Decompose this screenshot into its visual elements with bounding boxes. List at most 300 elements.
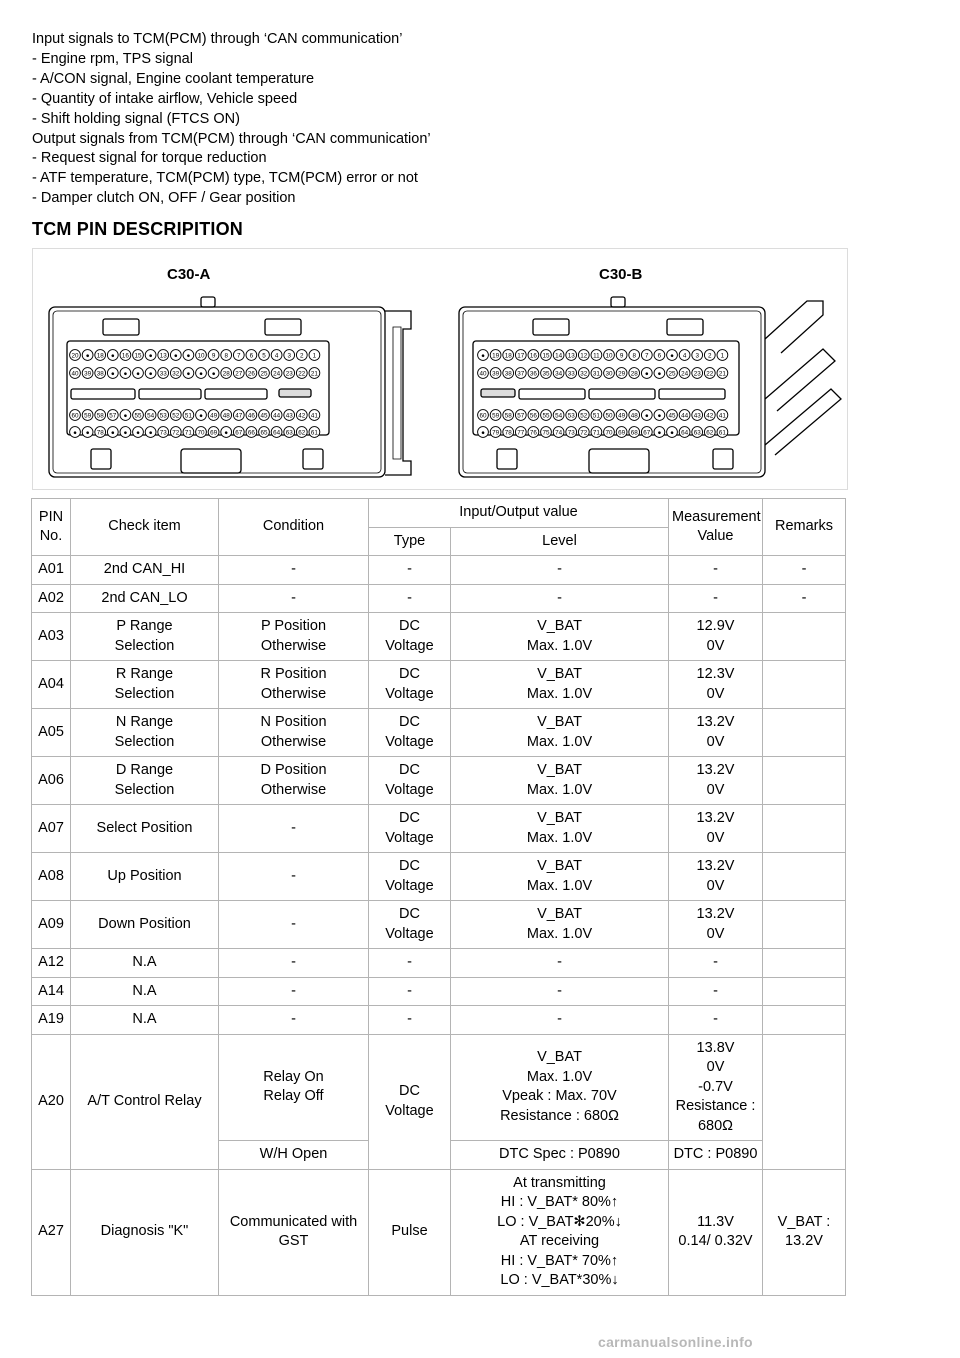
pin-number: 61	[718, 429, 726, 437]
pin-number: ●	[186, 370, 191, 378]
level-cell: V_BAT Max. 1.0V	[451, 853, 669, 901]
condition-cell: Relay On Relay Off	[219, 1034, 369, 1141]
measurement-cell: -	[669, 556, 763, 585]
pin-number: 39	[492, 370, 500, 378]
check-item-cell: N Range Selection	[71, 709, 219, 757]
connector-b-label: C30-B	[599, 266, 643, 283]
pin-number: ●	[123, 412, 128, 420]
measurement-cell: 13.2V 0V	[669, 901, 763, 949]
pin-number: ●	[657, 412, 662, 420]
intro-line: Output signals from TCM(PCM) through ‘CAN communication’	[32, 130, 431, 147]
pin-number: 5	[262, 352, 266, 360]
pin-number: ●	[186, 352, 191, 360]
pin-number: 62	[298, 429, 306, 437]
pin-number: 1	[312, 352, 317, 360]
pin-number: 63	[285, 429, 293, 437]
level-cell: V_BAT Max. 1.0V	[451, 901, 669, 949]
pin-number: 38	[504, 370, 512, 378]
pin-number: 56	[529, 412, 537, 420]
pin-number: 41	[310, 412, 318, 420]
level-cell: -	[451, 949, 669, 978]
pin-number: 77	[517, 429, 525, 437]
remarks-cell	[763, 853, 846, 901]
pin-number: 78	[96, 429, 104, 437]
pin-number: 15	[134, 352, 142, 360]
measurement-cell: DTC : P0890	[669, 1141, 763, 1170]
pin-number: 52	[172, 412, 180, 420]
check-item-cell: N.A	[71, 949, 219, 978]
pin-number: 54	[147, 412, 155, 420]
pin-number: ●	[173, 352, 178, 360]
pin-number: 67	[643, 429, 651, 437]
pin-number: 63	[693, 429, 701, 437]
pin-number: 54	[555, 412, 563, 420]
measurement-cell: -	[669, 1006, 763, 1035]
watermark: carmanualsonline.info	[598, 1334, 753, 1350]
pin-number: 46	[247, 412, 255, 420]
pin-number: 69	[210, 429, 218, 437]
condition-cell: -	[219, 853, 369, 901]
type-cell: -	[369, 1006, 451, 1035]
pin-number: 21	[718, 370, 726, 378]
pin-number: ●	[85, 352, 90, 360]
check-item-cell: Diagnosis "K"	[71, 1169, 219, 1295]
pin-number: 75	[542, 429, 550, 437]
level-cell: -	[451, 584, 669, 613]
pin-number: 10	[197, 352, 205, 360]
pin-number: 49	[618, 412, 626, 420]
pin-cell: A06	[32, 757, 71, 805]
pin-number: 58	[504, 412, 512, 420]
table-row	[32, 1169, 846, 1295]
pin-number: 71	[184, 429, 192, 437]
pin-number: 9	[211, 352, 216, 360]
pin-number: 51	[184, 412, 192, 420]
pin-number: ●	[148, 352, 153, 360]
type-cell: -	[369, 556, 451, 585]
pin-number: 35	[542, 370, 550, 378]
pin-number: 23	[693, 370, 701, 378]
condition-cell: -	[219, 949, 369, 978]
pin-number: 9	[619, 352, 624, 360]
pin-number: 50	[605, 412, 613, 420]
pin-number: 7	[645, 352, 649, 360]
pin-number: 8	[224, 352, 228, 360]
pin-number: 60	[71, 412, 79, 420]
pin-number: 55	[134, 412, 142, 420]
condition-cell: -	[219, 556, 369, 585]
pin-number: 32	[172, 370, 180, 378]
pin-number: 73	[567, 429, 575, 437]
pin-number: 11	[593, 352, 600, 360]
connector-a-label: C30-A	[167, 266, 211, 283]
header-check-item: Check item	[71, 499, 219, 556]
section-title: TCM PIN DESCRIPITION	[32, 219, 244, 239]
table-row	[32, 1034, 846, 1141]
table-header-row	[32, 499, 846, 528]
pin-number: ●	[136, 429, 140, 437]
intro-line: - Request signal for torque reduction	[32, 150, 267, 167]
table-row	[32, 1006, 846, 1035]
type-cell: -	[369, 584, 451, 613]
table-row	[32, 805, 846, 853]
pin-number: 29	[618, 370, 626, 378]
pin-number: 24	[273, 370, 281, 378]
pin-number: 19	[492, 352, 500, 360]
condition-cell: -	[219, 805, 369, 853]
pin-number: ●	[657, 429, 662, 437]
pin-number: 4	[274, 352, 279, 360]
intro-line: - Shift holding signal (FTCS ON)	[32, 110, 240, 127]
remarks-cell	[763, 949, 846, 978]
header-measurement: Measurement Value	[669, 499, 763, 556]
pin-number: ●	[670, 352, 674, 360]
measurement-cell: 12.3V 0V	[669, 661, 763, 709]
pin-number: 48	[222, 412, 230, 420]
connector-diagram	[32, 248, 848, 490]
pin-number: 74	[555, 429, 563, 437]
pin-number: 70	[197, 429, 205, 437]
pin-number: 48	[630, 412, 638, 420]
level-cell: -	[451, 556, 669, 585]
pin-number: 79	[492, 429, 500, 437]
level-cell: V_BAT Max. 1.0V	[451, 709, 669, 757]
remarks-cell	[763, 901, 846, 949]
pin-number: 43	[693, 412, 701, 420]
pin-number: ●	[110, 370, 115, 378]
type-cell: DC Voltage	[369, 805, 451, 853]
header-condition: Condition	[219, 499, 369, 556]
pin-number: 73	[159, 429, 167, 437]
remarks-cell	[763, 805, 846, 853]
pin-number: 41	[718, 412, 726, 420]
pin-cell: A07	[32, 805, 71, 853]
intro-line: - Damper clutch ON, OFF / Gear position	[32, 190, 296, 207]
pin-number: 31	[592, 370, 600, 378]
measurement-cell: 13.2V 0V	[669, 805, 763, 853]
pin-number: 26	[247, 370, 255, 378]
pin-number: 2	[708, 352, 712, 360]
pin-number: 38	[96, 370, 104, 378]
measurement-cell: 12.9V 0V	[669, 613, 763, 661]
type-cell: DC Voltage	[369, 1034, 451, 1169]
pin-cell: A27	[32, 1169, 71, 1295]
pin-number: 40	[479, 370, 487, 378]
pin-number: 15	[542, 352, 550, 360]
header-level: Level	[451, 527, 669, 556]
pin-number: 16	[121, 352, 129, 360]
measurement-cell: 11.3V 0.14/ 0.32V	[669, 1169, 763, 1295]
pin-cell: A20	[32, 1034, 71, 1169]
pin-number: 64	[681, 429, 689, 437]
table-row	[32, 977, 846, 1006]
pin-number: 60	[479, 412, 487, 420]
table-row	[32, 757, 846, 805]
condition-cell: -	[219, 901, 369, 949]
pin-number: ●	[148, 370, 153, 378]
pin-number: 39	[84, 370, 92, 378]
pin-number: ●	[110, 352, 115, 360]
table-row	[32, 949, 846, 978]
check-item-cell: 2nd CAN_LO	[71, 584, 219, 613]
check-item-cell: R Range Selection	[71, 661, 219, 709]
pin-number: 78	[504, 429, 512, 437]
level-cell: -	[451, 977, 669, 1006]
condition-cell: R Position Otherwise	[219, 661, 369, 709]
pin-number: 45	[668, 412, 676, 420]
type-cell: Pulse	[369, 1169, 451, 1295]
remarks-cell	[763, 709, 846, 757]
type-cell: -	[369, 949, 451, 978]
pin-number: 16	[529, 352, 537, 360]
pin-number: ●	[136, 370, 140, 378]
pin-number: 37	[517, 370, 525, 378]
pin-number: ●	[123, 429, 128, 437]
pin-number: ●	[670, 429, 674, 437]
check-item-cell: Select Position	[71, 805, 219, 853]
type-cell: DC Voltage	[369, 661, 451, 709]
pin-number: ●	[199, 370, 203, 378]
pin-number: 22	[298, 370, 306, 378]
pin-number: 30	[605, 370, 613, 378]
pin-number: 55	[542, 412, 550, 420]
measurement-cell: 13.2V 0V	[669, 757, 763, 805]
pin-number: 7	[237, 352, 241, 360]
pin-number: ●	[123, 370, 128, 378]
type-cell: DC Voltage	[369, 613, 451, 661]
pin-number: 14	[555, 352, 563, 360]
pin-number: ●	[644, 370, 649, 378]
measurement-cell: -	[669, 584, 763, 613]
measurement-cell: 13.2V 0V	[669, 709, 763, 757]
header-pin-no: PIN No.	[32, 499, 71, 556]
pin-number: 62	[706, 429, 714, 437]
pin-cell: A12	[32, 949, 71, 978]
pin-number: 66	[247, 429, 255, 437]
level-cell: V_BAT Max. 1.0V	[451, 805, 669, 853]
type-cell: DC Voltage	[369, 709, 451, 757]
intro-text	[32, 30, 932, 209]
pin-number: 57	[517, 412, 525, 420]
pin-cell: A04	[32, 661, 71, 709]
level-cell: V_BAT Max. 1.0V	[451, 661, 669, 709]
pin-number: 6	[657, 352, 662, 360]
intro-line: - Quantity of intake airflow, Vehicle speed	[32, 90, 298, 107]
pin-number: 10	[605, 352, 613, 360]
pin-number: 40	[71, 370, 79, 378]
pin-number: 68	[630, 429, 638, 437]
pin-number: 43	[285, 412, 293, 420]
remarks-cell	[763, 1034, 846, 1169]
table-row	[32, 613, 846, 661]
level-cell: V_BAT Max. 1.0V	[451, 757, 669, 805]
pin-number: 6	[249, 352, 254, 360]
pin-number: ●	[211, 370, 216, 378]
remarks-cell: -	[763, 584, 846, 613]
type-cell: DC Voltage	[369, 853, 451, 901]
pin-number: 28	[222, 370, 230, 378]
condition-cell: D Position Otherwise	[219, 757, 369, 805]
pin-number: ●	[73, 429, 77, 437]
pin-number: ●	[657, 370, 662, 378]
pin-number: ●	[199, 412, 203, 420]
pin-cell: A01	[32, 556, 71, 585]
pin-number: 33	[159, 370, 167, 378]
pin-number: ●	[644, 412, 649, 420]
condition-cell: Communicated with GST	[219, 1169, 369, 1295]
pin-number: 69	[618, 429, 626, 437]
intro-line: - Engine rpm, TPS signal	[32, 50, 193, 67]
pin-number: 72	[580, 429, 588, 437]
check-item-cell: N.A	[71, 977, 219, 1006]
condition-cell: -	[219, 584, 369, 613]
pin-number: ●	[148, 429, 153, 437]
connector-a	[49, 297, 411, 477]
type-cell: -	[369, 977, 451, 1006]
measurement-cell: -	[669, 977, 763, 1006]
measurement-cell: -	[669, 949, 763, 978]
pin-number: 76	[529, 429, 537, 437]
pin-number: 3	[287, 352, 291, 360]
remarks-cell	[763, 977, 846, 1006]
pin-number: 59	[84, 412, 92, 420]
pin-number: 61	[310, 429, 318, 437]
pin-number: 18	[96, 352, 104, 360]
intro-line: Input signals to TCM(PCM) through ‘CAN communication’	[32, 31, 403, 47]
condition-cell: N Position Otherwise	[219, 709, 369, 757]
pin-number: 32	[580, 370, 588, 378]
pin-number: 34	[555, 370, 563, 378]
table-row	[32, 853, 846, 901]
pin-number: 25	[260, 370, 268, 378]
level-cell: V_BAT Max. 1.0V	[451, 613, 669, 661]
pin-number: 58	[96, 412, 104, 420]
pin-number: 52	[580, 412, 588, 420]
condition-cell: -	[219, 977, 369, 1006]
pin-number: 2	[300, 352, 304, 360]
pin-number: 42	[706, 412, 714, 420]
pin-number: 17	[517, 352, 525, 360]
measurement-cell: 13.8V 0V -0.7V Resistance : 680Ω	[669, 1034, 763, 1141]
pin-number: 8	[632, 352, 636, 360]
pin-cell: A02	[32, 584, 71, 613]
pin-cell: A05	[32, 709, 71, 757]
condition-cell: P Position Otherwise	[219, 613, 369, 661]
table-row	[32, 901, 846, 949]
check-item-cell: P Range Selection	[71, 613, 219, 661]
pin-number: 23	[285, 370, 293, 378]
table-row	[32, 556, 846, 585]
pin-cell: A08	[32, 853, 71, 901]
intro-line: - ATF temperature, TCM(PCM) type, TCM(PCM) error or not	[32, 170, 418, 187]
level-cell: V_BAT Max. 1.0V Vpeak : Max. 70V Resistance : 680Ω	[451, 1034, 669, 1141]
pin-number: 59	[492, 412, 500, 420]
pin-number: ●	[110, 429, 115, 437]
pin-number: 67	[235, 429, 243, 437]
pin-number: ●	[481, 352, 485, 360]
remarks-cell: V_BAT : 13.2V	[763, 1169, 846, 1295]
pin-number: 36	[529, 370, 537, 378]
pin-cell: A19	[32, 1006, 71, 1035]
pin-number: 42	[298, 412, 306, 420]
pin-number: 44	[681, 412, 689, 420]
pin-number: 24	[681, 370, 689, 378]
pin-number: 53	[159, 412, 167, 420]
pin-number: 28	[630, 370, 638, 378]
connector-b	[459, 297, 841, 477]
check-item-cell: D Range Selection	[71, 757, 219, 805]
pin-number: 49	[210, 412, 218, 420]
pin-number: ●	[224, 429, 229, 437]
level-cell: -	[451, 1006, 669, 1035]
pin-number: 57	[109, 412, 117, 420]
pin-number: 12	[580, 352, 588, 360]
pin-number: 65	[260, 429, 268, 437]
check-item-cell: Up Position	[71, 853, 219, 901]
type-cell: DC Voltage	[369, 901, 451, 949]
pin-number: ●	[481, 429, 485, 437]
pin-number: 33	[567, 370, 575, 378]
pin-number: 20	[71, 352, 79, 360]
header-remarks: Remarks	[763, 499, 846, 556]
connector-illustration	[33, 249, 849, 491]
check-item-cell: N.A	[71, 1006, 219, 1035]
pin-number: 71	[592, 429, 600, 437]
measurement-cell: 13.2V 0V	[669, 853, 763, 901]
pin-number: 3	[695, 352, 699, 360]
pin-cell: A03	[32, 613, 71, 661]
check-item-cell: 2nd CAN_HI	[71, 556, 219, 585]
intro-line: - A/CON signal, Engine coolant temperature	[32, 70, 315, 87]
pin-number: 25	[668, 370, 676, 378]
pin-number: 1	[720, 352, 725, 360]
pin-number: 64	[273, 429, 281, 437]
header-io-value: Input/Output value	[369, 499, 669, 528]
pin-number: 22	[706, 370, 714, 378]
pin-number: 45	[260, 412, 268, 420]
pin-number: 51	[592, 412, 600, 420]
condition-cell: W/H Open	[219, 1141, 369, 1170]
pin-number: ●	[85, 429, 90, 437]
remarks-cell	[763, 613, 846, 661]
condition-cell: -	[219, 1006, 369, 1035]
remarks-cell	[763, 661, 846, 709]
table-row	[32, 709, 846, 757]
pin-number: 27	[235, 370, 243, 378]
level-cell: At transmitting HI : V_BAT* 80%↑ LO : V_BAT✻20%↓ AT receiving HI : V_BAT* 70%↑ LO : V_BAT*30%↓	[451, 1169, 669, 1295]
type-cell: DC Voltage	[369, 757, 451, 805]
pin-number: 18	[504, 352, 512, 360]
level-cell: DTC Spec : P0890	[451, 1141, 669, 1170]
pin-cell: A14	[32, 977, 71, 1006]
pin-number: 13	[159, 352, 167, 360]
pin-number: 44	[273, 412, 281, 420]
remarks-cell	[763, 757, 846, 805]
remarks-cell	[763, 1006, 846, 1035]
pin-number: 21	[310, 370, 318, 378]
pin-number: 13	[567, 352, 575, 360]
check-item-cell: A/T Control Relay	[71, 1034, 219, 1169]
pin-number: 70	[605, 429, 613, 437]
remarks-cell: -	[763, 556, 846, 585]
table-row	[32, 584, 846, 613]
pin-description-table	[31, 498, 846, 1296]
check-item-cell: Down Position	[71, 901, 219, 949]
pin-cell: A09	[32, 901, 71, 949]
table-row	[32, 661, 846, 709]
pin-number: 72	[172, 429, 180, 437]
pin-number: 53	[567, 412, 575, 420]
